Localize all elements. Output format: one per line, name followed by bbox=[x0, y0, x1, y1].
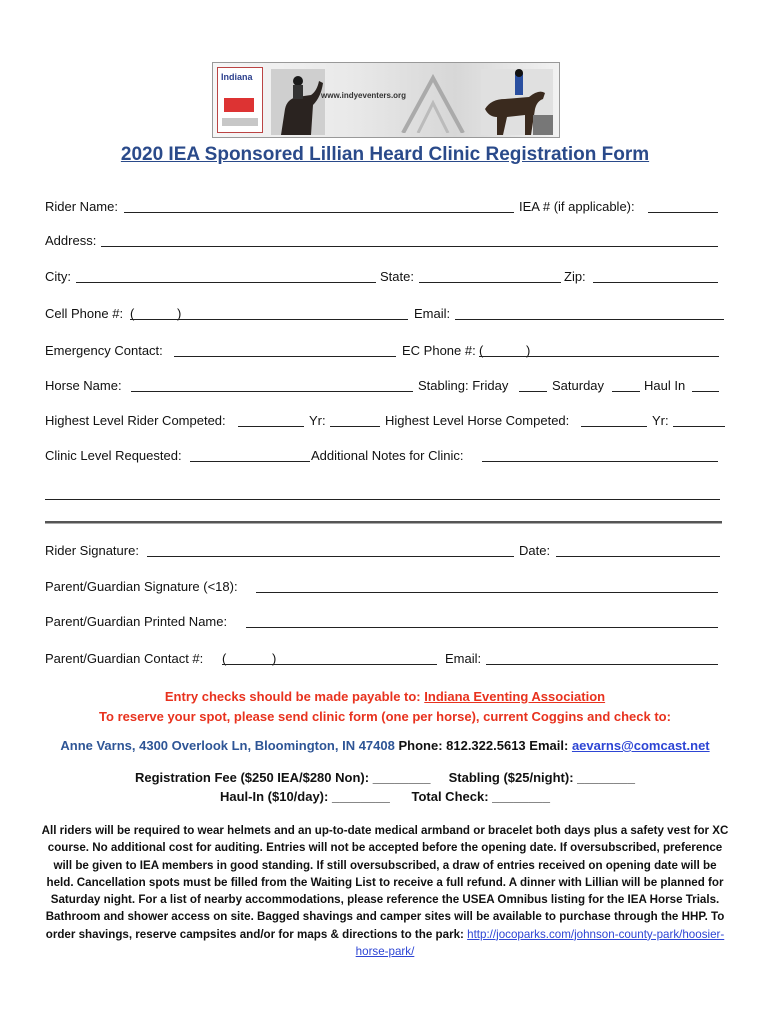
address-field[interactable] bbox=[101, 246, 718, 247]
state-label: State: bbox=[380, 269, 414, 284]
city-label: City: bbox=[45, 269, 71, 284]
stabling-fee-label: Stabling ($25/night): bbox=[448, 770, 574, 785]
horse-name-field[interactable] bbox=[131, 391, 413, 392]
stabling-friday-label: Stabling: Friday bbox=[418, 378, 509, 393]
emergency-contact-field[interactable] bbox=[174, 356, 396, 357]
email-label: Email: bbox=[414, 306, 451, 321]
parent-printed-field[interactable] bbox=[246, 627, 718, 628]
rules-paragraph bbox=[40, 822, 730, 960]
saturday-field[interactable] bbox=[612, 391, 640, 392]
zip-label: Zip: bbox=[564, 269, 586, 284]
total-check-label: Total Check: bbox=[411, 789, 489, 804]
park-link[interactable]: http://jocoparks.com/johnson-county-park/hoosier-horse-park/ bbox=[355, 927, 725, 959]
haul-fee-label: Haul-In ($10/day): bbox=[219, 789, 329, 804]
reg-fee-blank[interactable]: ________ bbox=[372, 770, 431, 785]
highest-rider-field[interactable] bbox=[238, 426, 304, 427]
state-field[interactable] bbox=[419, 282, 561, 283]
rider-yr-label: Yr: bbox=[309, 413, 326, 428]
area-code-open: ( bbox=[130, 306, 135, 321]
parent-signature-field[interactable] bbox=[256, 592, 718, 593]
reserve-line: To reserve your spot, please send clinic form (one per horse), current Coggins and check to: bbox=[99, 709, 671, 724]
rider-name-label: Rider Name: bbox=[45, 199, 118, 214]
rider-yr-field[interactable] bbox=[330, 426, 380, 427]
mail-address: Anne Varns, 4300 Overlook Ln, Bloomington, IN 47408 bbox=[60, 738, 395, 753]
parent-contact-field[interactable] bbox=[222, 664, 437, 665]
saturday-label: Saturday bbox=[552, 378, 605, 393]
emergency-contact-label: Emergency Contact: bbox=[45, 343, 163, 358]
iea-logo: Indiana bbox=[217, 67, 263, 133]
horse-yr-field[interactable] bbox=[673, 426, 725, 427]
horse-rider-photo bbox=[271, 69, 325, 135]
additional-notes-label: Additional Notes for Clinic: bbox=[311, 448, 464, 463]
date-field[interactable] bbox=[556, 556, 720, 557]
city-field[interactable] bbox=[76, 282, 376, 283]
form-title: 2020 IEA Sponsored Lillian Heard Clinic Registration Form bbox=[120, 144, 650, 165]
area-code-close: ) bbox=[177, 306, 182, 321]
contact-email-label: Email: bbox=[529, 738, 569, 753]
rules-text: All riders will be required to wear helmets and an up-to-date medical armband or bracelet both days plus a safety vest for XC course. No additional cost for auditing. Entries will not be accepted before the opening date. If oversubscribed, preference will be given to IEA members in good standing. If still oversubscribed, a draw of entries received on opening date will be held. Cancellation spots must be filled from the Waiting List to receive a full refund. A dinner with Lillian will be planned for Saturday night. For a list of nearby accommodations, please reference the USEA Omnibus listing for the IEA Horse Trials. Bathroom and shower access on site. Bagged shavings and camper sites will be available to purchase through the HHP. To order shavings, reserve campsites and/or for maps & directions to the park: bbox=[41, 824, 729, 941]
horse-name-label: Horse Name: bbox=[45, 378, 122, 393]
date-label: Date: bbox=[519, 543, 551, 558]
barn-graphic bbox=[398, 73, 468, 133]
total-check-blank[interactable]: ________ bbox=[492, 789, 551, 804]
highest-horse-field[interactable] bbox=[581, 426, 647, 427]
rider-name-field[interactable] bbox=[124, 212, 514, 213]
haul-in-field[interactable] bbox=[692, 391, 719, 392]
ec-area-code-open: ( bbox=[479, 343, 484, 358]
header-banner bbox=[212, 62, 560, 138]
ec-phone-field[interactable] bbox=[479, 356, 719, 357]
parent-contact-label: Parent/Guardian Contact #: bbox=[45, 651, 204, 666]
haul-fee-blank[interactable]: ________ bbox=[331, 789, 390, 804]
parent-email-field[interactable] bbox=[486, 664, 718, 665]
iea-number-label: IEA # (if applicable): bbox=[519, 199, 635, 214]
cell-phone-field[interactable] bbox=[130, 319, 408, 320]
clinic-level-field[interactable] bbox=[190, 461, 310, 462]
payable-prefix: Entry checks should be made payable to: bbox=[164, 689, 421, 704]
highest-rider-label: Highest Level Rider Competed: bbox=[45, 413, 226, 428]
rider-signature-label: Rider Signature: bbox=[45, 543, 139, 558]
iea-number-field[interactable] bbox=[648, 212, 718, 213]
horse-yr-label: Yr: bbox=[652, 413, 669, 428]
parent-area-code-close: ) bbox=[272, 651, 277, 666]
payable-line bbox=[0, 689, 770, 705]
banner-url: www.indyeventers.org bbox=[321, 91, 407, 100]
contact-line bbox=[0, 738, 770, 754]
zip-field[interactable] bbox=[593, 282, 718, 283]
fees-line-2 bbox=[0, 789, 770, 805]
address-label: Address: bbox=[45, 233, 97, 248]
rider-signature-field[interactable] bbox=[147, 556, 514, 557]
ec-area-code-close: ) bbox=[526, 343, 531, 358]
reg-fee-label: Registration Fee ($250 IEA/$280 Non): bbox=[134, 770, 370, 785]
iea-link[interactable]: Indiana Eventing Association bbox=[424, 689, 606, 704]
parent-email-label: Email: bbox=[445, 651, 482, 666]
parent-signature-label: Parent/Guardian Signature (<18): bbox=[45, 579, 238, 594]
contact-phone: Phone: 812.322.5613 bbox=[398, 738, 526, 753]
cell-phone-label: Cell Phone #: bbox=[45, 306, 124, 321]
additional-notes-field-line2[interactable] bbox=[45, 499, 720, 500]
stabling-fee-blank[interactable]: ________ bbox=[577, 770, 636, 785]
parent-printed-label: Parent/Guardian Printed Name: bbox=[45, 614, 228, 629]
highest-horse-label: Highest Level Horse Competed: bbox=[385, 413, 570, 428]
stabling-friday-field[interactable] bbox=[519, 391, 547, 392]
contact-email-link[interactable]: aevarns@comcast.net bbox=[571, 738, 710, 753]
ec-phone-label: EC Phone #: bbox=[402, 343, 476, 358]
horse-jumping-photo bbox=[481, 69, 553, 135]
clinic-level-label: Clinic Level Requested: bbox=[45, 448, 182, 463]
haul-in-label: Haul In bbox=[644, 378, 686, 393]
section-divider bbox=[45, 521, 722, 524]
email-field[interactable] bbox=[455, 319, 724, 320]
parent-area-code-open: ( bbox=[222, 651, 227, 666]
fees-line-1 bbox=[0, 770, 770, 786]
additional-notes-field[interactable] bbox=[482, 461, 718, 462]
